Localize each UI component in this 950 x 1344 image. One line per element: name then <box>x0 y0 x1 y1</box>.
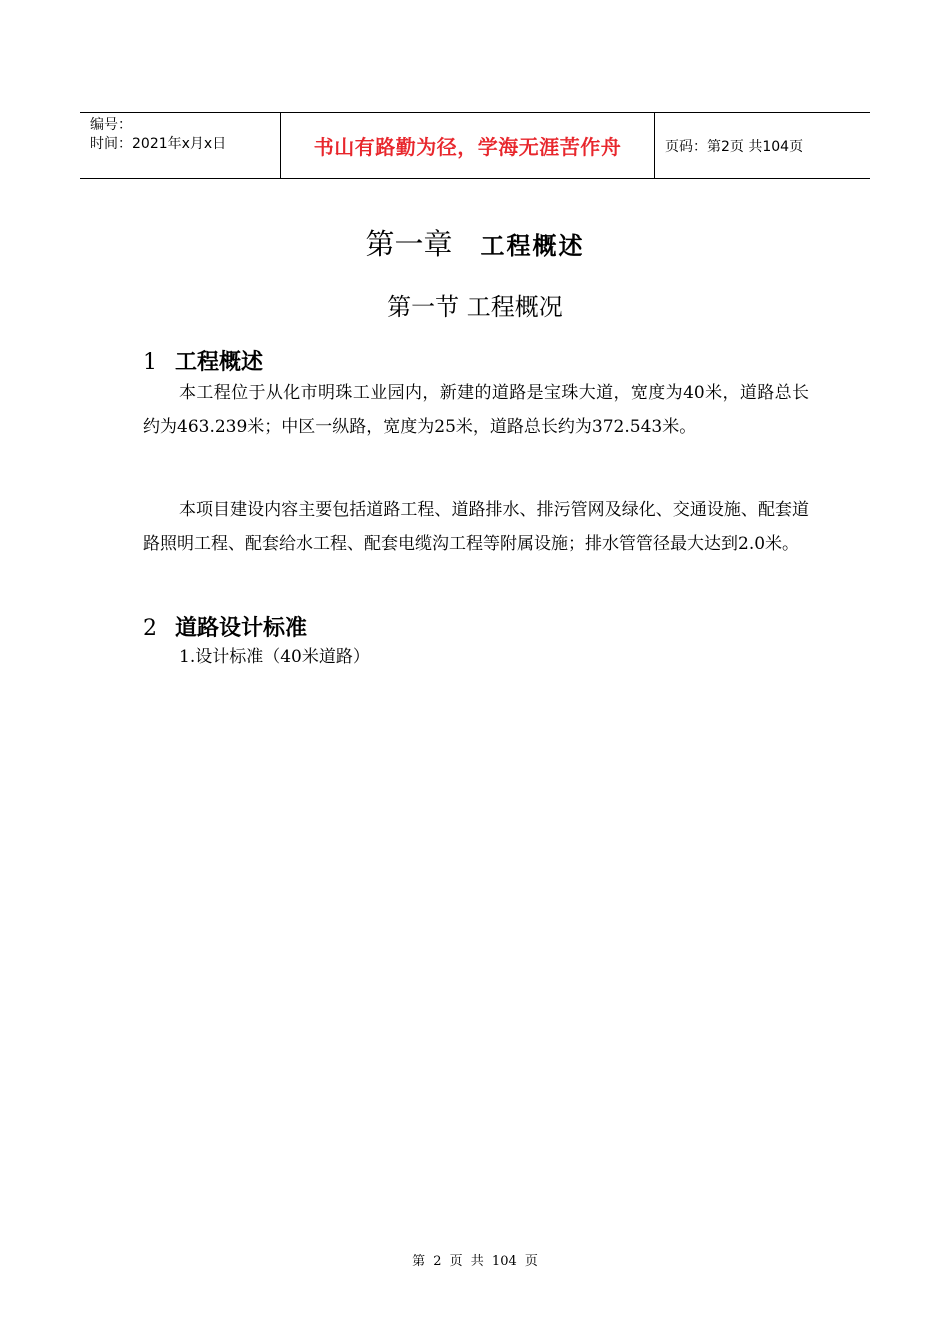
heading-engineering-overview <box>143 345 263 376</box>
serial-number-label: 编号： <box>90 117 132 133</box>
heading-text: 道路设计标准 <box>175 616 308 641</box>
list-item-design-standard: 1.设计标准（40米道路） <box>179 647 370 667</box>
paragraph-location: 本工程位于从化市明珠工业园内，新建的道路是宝珠大道，宽度为40米，道路总长约为463.239米；中区一纵路，宽度为25米，道路总长约为372.543米。 <box>143 383 809 437</box>
chapter-title <box>0 222 950 263</box>
header-meta-cell <box>80 113 281 178</box>
time-label: 时间：2021年x月x日 <box>90 136 227 152</box>
heading-road-design-standard <box>143 611 307 642</box>
chapter-name: 工程概述 <box>480 232 585 260</box>
heading-text: 工程概述 <box>175 350 264 375</box>
section-title: 第一节 工程概况 <box>387 293 563 321</box>
page-header-table <box>80 112 870 179</box>
heading-number: 2 <box>143 616 157 641</box>
header-page-cell <box>655 113 870 178</box>
motto-text: 书山有路勤为径，学海无涯苦作舟 <box>313 135 622 159</box>
header-motto-cell <box>281 113 655 178</box>
page-footer: 第 2 页 共 104 页 <box>412 1254 538 1269</box>
paragraph-scope: 本项目建设内容主要包括道路工程、道路排水、排污管网及绿化、交通设施、配套道路照明工程、配套给水工程、配套电缆沟工程等附属设施；排水管管径最大达到2.0米。 <box>143 500 809 554</box>
chapter-number: 第一章 <box>365 227 453 261</box>
page-number-label: 页码：第2页 共104页 <box>665 138 804 155</box>
heading-number: 1 <box>143 350 157 375</box>
